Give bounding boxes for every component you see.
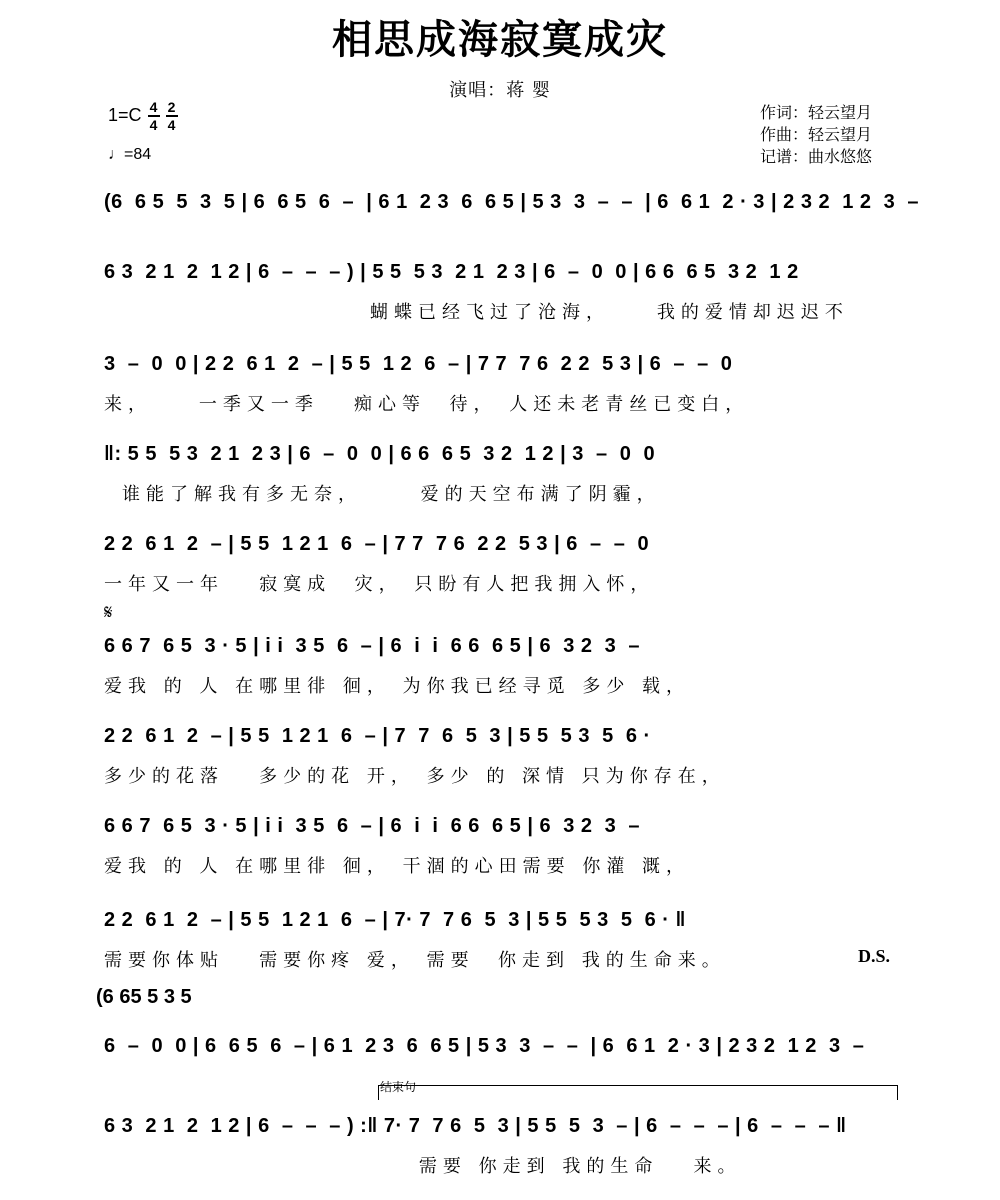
lyrics-line: 蝴蝶已经飞过了沧海， 我的爱情却迟迟不 — [370, 302, 849, 323]
transcriber-credit: 记谱：曲水悠悠 — [760, 147, 873, 166]
notation-line: 2 2 6 1 2 – | 5 5 1 2 1 6 – | 7· 7 7 6 5 3 | 5 5 5 3 5 6 · ‖ — [104, 909, 686, 931]
lyrics-line: 需要你体贴 需要你疼 爱， 需要 你走到 我的生命来。 — [104, 950, 726, 971]
key-label: 1=C — [108, 105, 142, 126]
key-tempo-block — [108, 100, 178, 164]
song-title: 相思成海寂寞成灾 — [332, 17, 668, 63]
notation-line: 2 2 6 1 2 – | 5 5 1 2 1 6 – | 7 7 7 6 2 2 5 3 | 6 – – 0 — [104, 533, 650, 555]
tempo-marking: ♩=84 — [108, 145, 152, 163]
lyricist-credit: 作词：轻云望月 — [760, 103, 873, 122]
lyrics-line: 谁能了解我有多无奈， 爱的天空布满了阴霾， — [122, 484, 661, 505]
lyrics-line: 爱我 的 人 在哪里徘 徊， 干涸的心田需要 你灌 溉， — [104, 856, 691, 877]
notation-line: (6 6 5 5 3 5 | 6 6 5 6 – | 6 1 2 3 6 6 5 | 5 3 3 – – | 6 6 1 2 · 3 | 2 3 2 1 2 3 – — [104, 191, 920, 213]
notation-line: 6 6 7 6 5 3 · 5 | i i 3 5 6 – | 6 i i 6 6 6 5 | 6 3 2 3 – — [104, 635, 641, 657]
composer-credit: 作曲：轻云望月 — [760, 125, 873, 144]
notation-line: 6 6 7 6 5 3 · 5 | i i 3 5 6 – | 6 i i 6 6 6 5 | 6 3 2 3 – — [104, 815, 641, 837]
dal-segno-mark: D.S. — [858, 946, 891, 966]
key-signature — [108, 100, 178, 132]
notation-line: 6 3 2 1 2 1 2 | 6 – – – ) | 5 5 5 3 2 1 2 3 | 6 – 0 0 | 6 6 6 5 3 2 1 2 — [104, 261, 799, 283]
segno-sign: 𝄋 — [104, 602, 113, 624]
credits-block — [760, 102, 872, 168]
ending-bracket — [378, 1085, 898, 1100]
lyrics-line: 来， 一季又一季 痴心等 待， 人还未老青丝已变白， — [104, 394, 750, 415]
notation-line: 6 3 2 1 2 1 2 | 6 – – – ) :‖ 7· 7 7 6 5 3 | 5 5 5 3 – | 6 – – – | 6 – – – ‖ — [104, 1115, 847, 1137]
time-signature-2-4: $\frac{2}{4}$ — [166, 100, 178, 132]
lyrics-line: 需要 你走到 我的生命 来。 — [372, 1156, 742, 1177]
time-signature-4-4: $\frac{4}{4}$ — [148, 100, 160, 132]
notation-line: 3 – 0 0 | 2 2 6 1 2 – | 5 5 1 2 6 – | 7 7 7 6 2 2 5 3 | 6 – – 0 — [104, 353, 733, 375]
lyrics-line: 爱我 的 人 在哪里徘 徊， 为你我已经寻觅 多少 载， — [104, 676, 691, 697]
intro-fragment: (6 65 5 3 5 — [96, 986, 192, 1008]
ending-bracket-label: 结束句 — [380, 1080, 417, 1094]
singer-credit: 演唱：蒋 婴 — [449, 80, 551, 101]
notation-line: 6 – 0 0 | 6 6 5 6 – | 6 1 2 3 6 6 5 | 5 3 3 – – | 6 6 1 2 · 3 | 2 3 2 1 2 3 – — [104, 1035, 865, 1057]
notation-line: ‖: 5 5 5 3 2 1 2 3 | 6 – 0 0 | 6 6 6 5 3 2 1 2 | 3 – 0 0 — [104, 443, 656, 465]
notation-line: 2 2 6 1 2 – | 5 5 1 2 1 6 – | 7 7 6 5 3 | 5 5 5 3 5 6 · — [104, 725, 651, 747]
lyrics-line: 多少的花落 多少的花 开， 多少 的 深情 只为你存在， — [104, 766, 726, 787]
lyrics-line: 一年又一年 寂寞成 灾， 只盼有人把我拥入怀， — [104, 574, 655, 595]
